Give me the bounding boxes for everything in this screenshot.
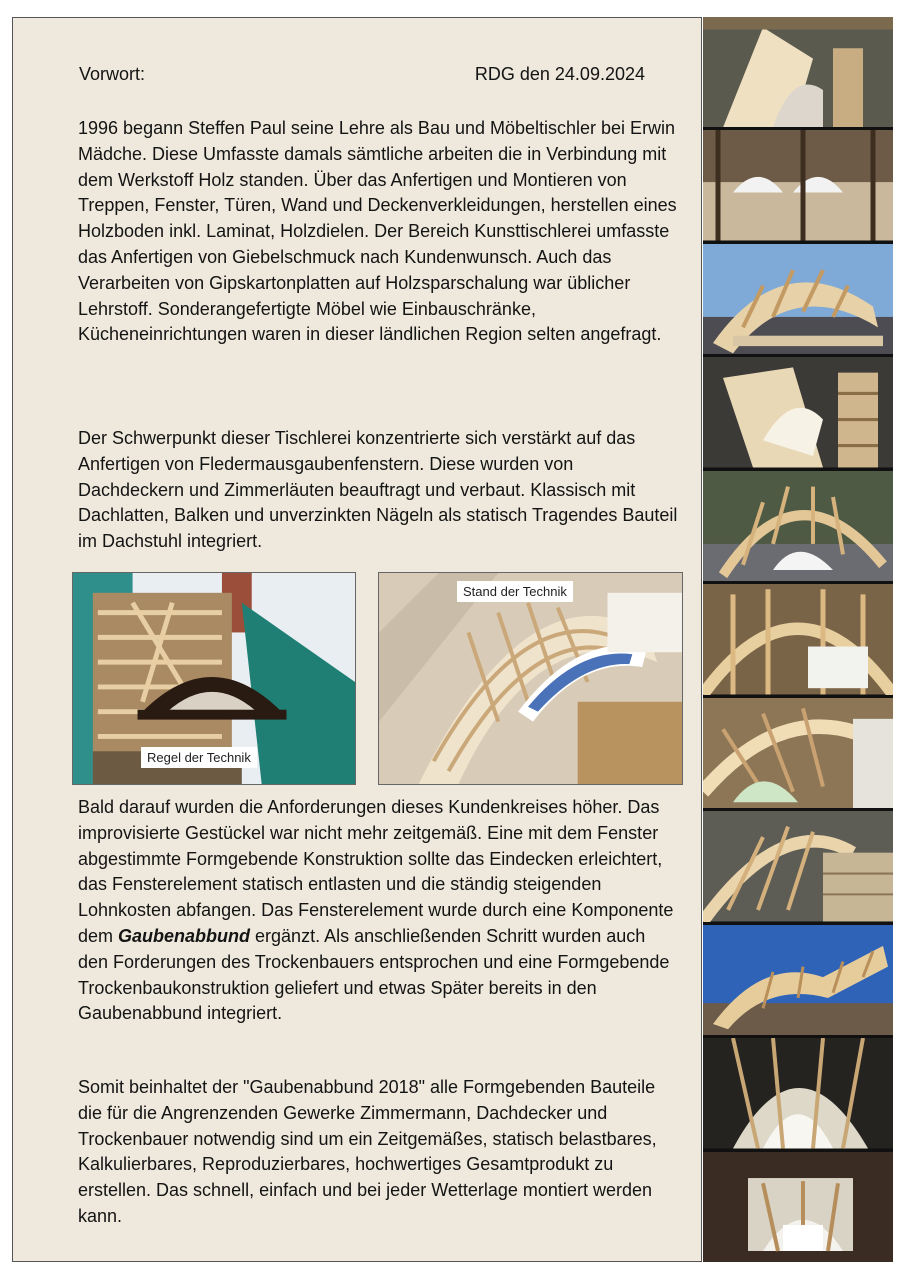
strip-photo-2	[703, 130, 893, 240]
header-title: Vorwort:	[79, 64, 146, 84]
paragraph-development-text-2: ergänzt. Als anschließenden Schritt wurden auch den Forderungen des Trockenbauers entsprochen und eine Formgebende Trockenbaukonstruktion geliefert und etwas Später bereits in den Gaubenabbund integriert.	[78, 925, 670, 1024]
paragraph-development	[78, 795, 678, 1027]
paragraph-development-text-1: Bald darauf wurden die Anforderungen dieses Kundenkreises höher. Das improvisierte Gestückel war nicht mehr zeitgemäß. Eine mit dem Fenster abgestimmte Formgebende Konstruktion sollte das Eindecken erleichtert, das Fensterelement statisch entlasten und die ständig steigenden Lohnkosten abfangen. Das Fensterelement wurde durch eine Komponente dem	[78, 797, 674, 946]
strip-photo-4	[703, 357, 893, 467]
paragraph-history: 1996 begann Steffen Paul seine Lehre als Bau und Möbeltischler bei Erwin Mädche. Diese Umfasste damals sämtliche arbeiten die in Verbindung mit dem Werkstoff Holz standen. Über das Anfertigen und Montieren von Treppen, Fenster, Türen, Wand und Deckenverkleidungen, herstellen eines Holzboden inkl. Laminat, Holzdielen. Der Bereich Kunsttischlerei umfasste das Anfertigen von Giebelschmuck nach Kundenwunsch. Auch das Verarbeiten von Gipskartonplatten auf Holzsparschalung war üblicher Lehrstoff. Sonderangefertigte Möbel wie Einbauschränke, Kücheneinrichtungen waren in dieser ländlichen Region selten angefragt.	[78, 118, 677, 345]
strip-photo-8	[703, 811, 893, 921]
strip-photo-10	[703, 1038, 893, 1148]
strip-photo-3	[703, 244, 893, 354]
strip-photo-5	[703, 471, 893, 581]
photo-caption-left: Regel der Technik	[141, 747, 257, 768]
strip-photo-11	[703, 1152, 893, 1262]
photo-traditional-dormer	[72, 572, 356, 785]
photo-strip	[703, 17, 893, 1262]
keyword-gaubenabbund: Gaubenabbund	[118, 925, 251, 946]
document-header	[79, 64, 645, 88]
strip-photo-1	[703, 17, 893, 127]
strip-photo-9	[703, 925, 893, 1035]
paragraph-focus: Der Schwerpunkt dieser Tischlerei konzentrierte sich verstärkt auf das Anfertigen von Fledermausgaubenfenstern. Diese wurden von Dachdeckern und Zimmerläuten beauftragt und verbaut. Klassisch mit Dachlatten, Balken und unverzinkten Nägeln als statisch Tragendes Bauteil im Dachstuhl integriert.	[78, 428, 678, 552]
photo-modern-dormer	[378, 572, 683, 785]
strip-photo-7	[703, 698, 893, 808]
header-date: RDG den 24.09.2024	[474, 64, 645, 84]
photo-caption-right: Stand der Technik	[457, 581, 573, 602]
paragraph-summary: Somit beinhaltet der "Gaubenabbund 2018" alle Formgebenden Bauteile die für die Angrenzenden Gewerke Zimmermann, Dachdecker und Trockenbauer notwendig sind um ein Zeitgemäßes, statisch belastbares, Kalkulierbares, Reproduzierbares, hochwertiges Gesamtprodukt zu erstellen. Das schnell, einfach und bei jeder Wetterlage montiert werden kann.	[78, 1077, 657, 1226]
strip-photo-6	[703, 584, 893, 694]
